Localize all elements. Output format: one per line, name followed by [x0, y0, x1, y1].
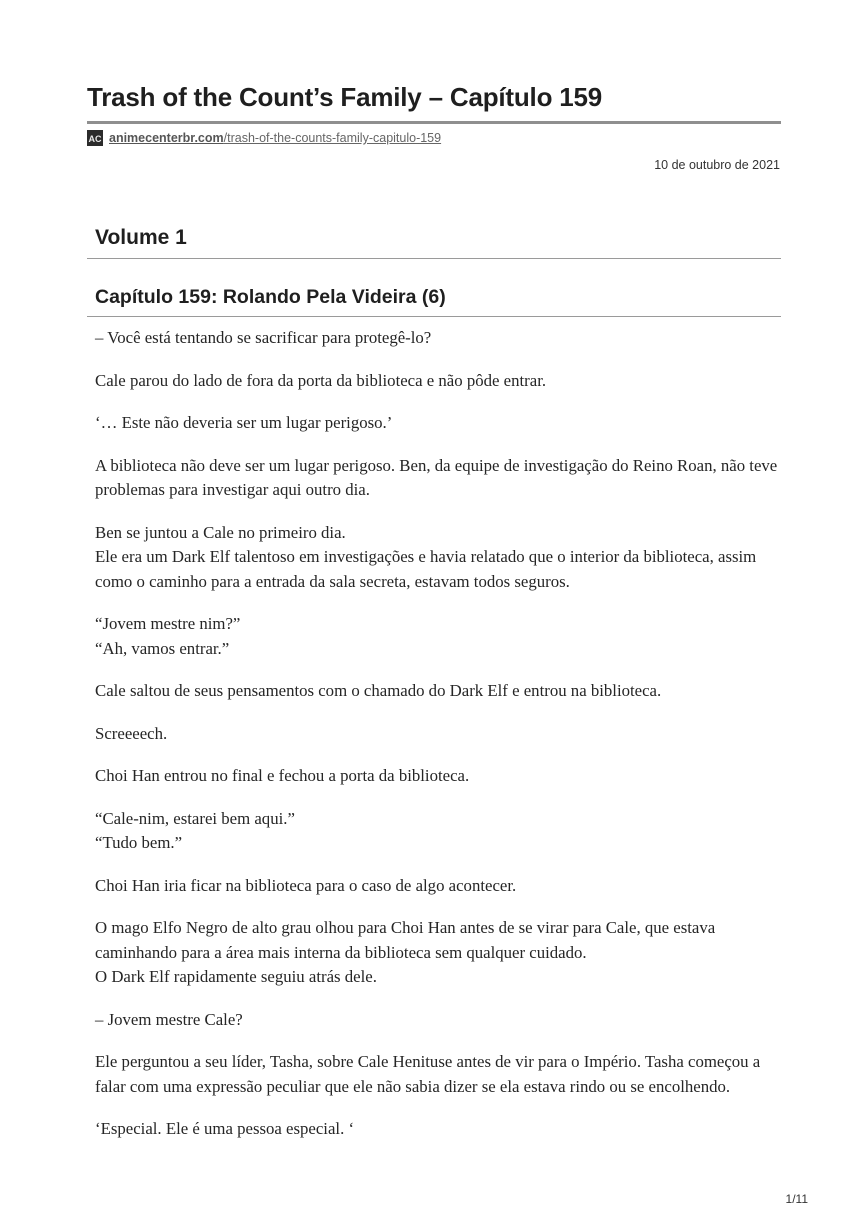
paragraph-line: Cale saltou de seus pensamentos com o chamado do Dark Elf e entrou na biblioteca.: [95, 681, 662, 700]
paragraph-line: Ele era um Dark Elf talentoso em investigações e havia relatado que o interior da biblioteca, assim como o caminho para a entrada da sala secreta, estavam todos seguros.: [95, 547, 757, 591]
site-logo-icon: [87, 130, 103, 146]
page-title: Trash of the Count’s Family – Capítulo 159: [87, 82, 603, 112]
paragraph-line: Ben se juntou a Cale no primeiro dia.: [95, 522, 346, 542]
paragraph: [95, 521, 785, 595]
source-domain-link[interactable]: animecenterbr.com: [109, 131, 224, 145]
paragraph-line: O Dark Elf rapidamente seguiu atrás dele.: [95, 967, 377, 986]
paragraph-line: Ele perguntou a seu líder, Tasha, sobre Cale Henituse antes de vir para o Império. Tasha começou a falar com uma expressão peculiar que ele não sabia dizer se ela estava rindo ou se encolhendo.: [95, 1052, 761, 1096]
chapter-divider: [87, 316, 781, 317]
paragraph-line: Screeeech.: [95, 723, 168, 743]
paragraph: [95, 679, 785, 704]
paragraph-line: A biblioteca não deve ser um lugar perigoso. Ben, da equipe de investigação do Reino Roan, não teve problemas para investigar aqui outro dia.: [95, 455, 778, 499]
title-divider: [87, 121, 781, 124]
page-number: 1/11: [785, 1192, 808, 1206]
paragraph-line: Cale parou do lado de fora da porta da biblioteca e não pôde entrar.: [95, 370, 547, 390]
paragraph-line: ‘… Este não deveria ser um lugar perigoso.’: [95, 413, 393, 432]
paragraph: [95, 722, 785, 747]
paragraph: [95, 874, 785, 899]
chapter-body: [95, 326, 785, 1160]
paragraph: [95, 807, 785, 856]
paragraph: [95, 369, 785, 394]
paragraph: [95, 454, 785, 503]
paragraph: [95, 612, 785, 661]
paragraph: [95, 326, 785, 351]
paragraph: [95, 1050, 785, 1099]
paragraph: [95, 411, 785, 436]
paragraph-line: “Tudo bem.”: [95, 833, 183, 852]
paragraph-line: Choi Han entrou no final e fechou a porta da biblioteca.: [95, 766, 470, 785]
paragraph-line: O mago Elfo Negro de alto grau olhou para Choi Han antes de se virar para Cale, que estava caminhando para a área mais interna da biblioteca sem qualquer cuidado.: [95, 918, 716, 962]
paragraph: [95, 1008, 785, 1033]
paragraph-line: – Você está tentando se sacrificar para protegê-lo?: [95, 328, 432, 347]
volume-heading: Volume 1: [95, 226, 187, 249]
paragraph-line: – Jovem mestre Cale?: [95, 1009, 243, 1029]
paragraph-line: “Jovem mestre nim?”: [95, 614, 241, 633]
volume-divider: [87, 258, 781, 259]
source-line: [87, 130, 441, 146]
paragraph-line: ‘Especial. Ele é uma pessoa especial. ‘: [95, 1119, 355, 1138]
paragraph-line: “Ah, vamos entrar.”: [95, 638, 230, 658]
paragraph: [95, 1117, 785, 1142]
paragraph: [95, 916, 785, 990]
chapter-heading: Capítulo 159: Rolando Pela Videira (6): [95, 286, 446, 308]
paragraph-line: “Cale-nim, estarei bem aqui.”: [95, 808, 295, 828]
source-path-link[interactable]: /trash-of-the-counts-family-capitulo-159: [223, 131, 442, 145]
svg-text:AC: AC: [88, 134, 102, 144]
publish-date: 10 de outubro de 2021: [654, 158, 780, 172]
paragraph-line: Choi Han iria ficar na biblioteca para o caso de algo acontecer.: [95, 875, 517, 895]
paragraph: [95, 764, 785, 789]
